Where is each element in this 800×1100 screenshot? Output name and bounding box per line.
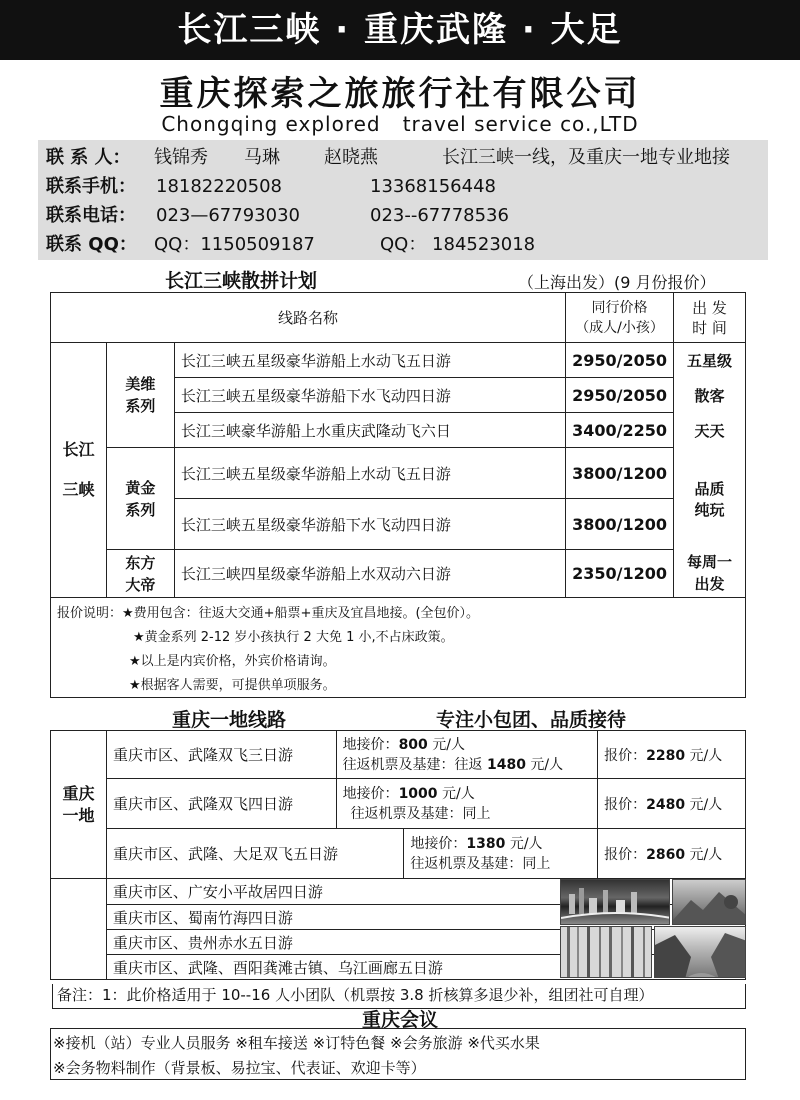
- quote-remarks: [50, 598, 746, 698]
- route-cost-detail: [336, 779, 598, 829]
- table-row: [51, 779, 746, 829]
- route-name: 长江三峡五星级豪华游船下水飞动四日游: [174, 499, 565, 550]
- remark-line: ★黄金系列 2-12 岁小孩执行 2 大免 1 小,不占床政策。: [133, 630, 454, 645]
- table-row: [51, 731, 746, 779]
- ground-price-value: 1000: [398, 785, 438, 802]
- departure-header: [674, 293, 746, 343]
- people-label: 联 系 人：: [46, 147, 131, 168]
- conference-line: ※接机（站）专业人员服务 ※租车接送 ※订特色餐 ※会务旅游 ※代买水果: [53, 1034, 540, 1052]
- yangtze-section-title: 长江三峡散拼计划: [165, 270, 318, 292]
- chongqing-section-title: 重庆一地线路: [172, 709, 287, 731]
- departure-note: 品质: [674, 448, 746, 499]
- phone-label: 联系电话：: [46, 205, 136, 226]
- departure-note: 五星级: [674, 343, 746, 378]
- departure-header-line1: 出 发: [692, 298, 727, 317]
- table-row: [51, 829, 746, 879]
- mobile-number: 13368156448: [370, 176, 496, 197]
- route-price: 2950/2050: [566, 378, 674, 413]
- ground-price-unit: 元/人: [437, 785, 475, 802]
- city-night-photo: [560, 879, 670, 925]
- region-line: 三峡: [62, 480, 95, 499]
- ground-price-unit: 元/人: [427, 736, 465, 753]
- quote-label: 报价：: [604, 747, 647, 764]
- mountain-graphic: [673, 880, 746, 925]
- phone-number: 023--67778536: [370, 205, 509, 226]
- route-name: 长江三峡四星级豪华游船上水双动六日游: [174, 550, 565, 598]
- route-name: 长江三峡五星级豪华游船上水动飞五日游: [174, 448, 565, 499]
- remark-line: 报价说明：★费用包含：往返大交通+船票+重庆及宜昌地接。(全包价）。: [57, 606, 480, 621]
- contact-person: 马琳: [244, 147, 280, 168]
- series-cell: [106, 448, 174, 550]
- contact-panel: [38, 140, 768, 260]
- phone-number: 023—67793030: [156, 205, 300, 226]
- route-name: 长江三峡五星级豪华游船下水飞动四日游: [174, 378, 565, 413]
- air-price-unit: 元/人: [525, 756, 564, 773]
- route-name: 长江三峡豪华游船上水重庆武隆动飞六日: [174, 413, 565, 448]
- mobile-label: 联系手机：: [46, 176, 136, 197]
- quote-unit: 元/人: [685, 796, 723, 813]
- remark-line: ★以上是内宾价格，外宾价格请询。: [129, 654, 336, 669]
- series-name: 黄金: [125, 478, 156, 497]
- ground-price-label: 地接价：: [342, 736, 399, 753]
- quote-value: 2480: [646, 796, 686, 813]
- region-line: 一地: [62, 805, 95, 825]
- route-header: 线路名称: [51, 293, 566, 343]
- series-cell: [106, 343, 174, 448]
- series-name: 东方: [125, 553, 156, 572]
- table-header-row: [51, 293, 746, 343]
- remark-line: ★根据客人需要，可提供单项服务。: [129, 678, 336, 693]
- bamboo-photo: [560, 926, 652, 978]
- route-cost-detail: [336, 731, 598, 779]
- air-price: [343, 755, 592, 775]
- quote-unit: 元/人: [685, 747, 723, 764]
- chongqing-slogan: 专注小包团、品质接待: [436, 709, 627, 731]
- region-cell: [51, 343, 107, 598]
- route-quote: [598, 829, 746, 879]
- company-name: 重庆探索之旅旅行社有限公司: [159, 74, 641, 114]
- price-header-line2: （成人/小孩）: [575, 319, 664, 336]
- departure-note: 纯玩: [674, 499, 746, 550]
- gorge-graphic: [655, 927, 746, 978]
- contact-person: 钱锦秀: [154, 147, 208, 168]
- table-row: [51, 550, 746, 598]
- extra-route-name: 重庆市区、贵州赤水五日游: [106, 930, 745, 955]
- region-continuation: [51, 879, 107, 980]
- chongqing-remark: 备注：1：此价格适用于 10--16 人小团队（机票按 3.8 折核算多退少补，组团社可自理）: [52, 984, 746, 1009]
- route-price: 3800/1200: [566, 448, 674, 499]
- ground-price-label: 地接价：: [342, 785, 399, 802]
- ground-price-value: 800: [398, 736, 428, 753]
- chongqing-price-table: [50, 730, 746, 879]
- conference-title: 重庆会议: [361, 1009, 438, 1031]
- region-line: 重庆: [62, 783, 95, 803]
- conference-services: [50, 1028, 746, 1080]
- ground-price: [343, 784, 592, 804]
- qq-number: QQ： 184523018: [380, 234, 536, 255]
- route-name: 长江三峡五星级豪华游船上水动飞五日游: [174, 343, 565, 378]
- ground-price-value: 1380: [466, 835, 506, 852]
- route-price: 2350/1200: [566, 550, 674, 598]
- region-cell: [51, 731, 107, 879]
- departure-header-line2: 时 间: [692, 318, 727, 337]
- quote-unit: 元/人: [685, 846, 723, 863]
- city-skyline-graphic: [561, 880, 670, 925]
- air-price-label: 往返机票及基建：同上: [410, 855, 551, 872]
- extra-route-name: 重庆市区、蜀南竹海四日游: [106, 905, 745, 930]
- ground-price: [410, 834, 591, 854]
- series-name: 美维: [125, 375, 156, 393]
- route-name: 重庆市区、武隆、大足双飞五日游: [106, 829, 403, 879]
- departure-note: 散客: [674, 378, 746, 413]
- table-row: [51, 343, 746, 378]
- departure-note: 天天: [674, 413, 746, 448]
- table-row: [51, 448, 746, 499]
- conference-line: ※会务物料制作（背景板、易拉宝、代表证、欢迎卡等）: [53, 1059, 426, 1077]
- departure-note-weekly: [674, 550, 746, 598]
- top-banner: 长江三峡 · 重庆武隆 · 大足: [0, 0, 800, 60]
- price-header: [566, 293, 674, 343]
- departure-note: 每周一: [687, 553, 733, 572]
- series-name: 系列: [125, 397, 156, 415]
- extra-route-name: 重庆市区、武隆、酉阳龚滩古镇、乌江画廊五日游: [106, 955, 745, 980]
- route-price: 3800/1200: [566, 499, 674, 550]
- price-header-line1: 同行价格: [591, 299, 648, 316]
- series-name: 系列: [125, 500, 156, 519]
- extra-route-name: 重庆市区、广安小平故居四日游: [106, 879, 745, 905]
- contact-person: 赵晓燕: [324, 147, 378, 168]
- departure-note: 出发: [694, 575, 725, 594]
- series-cell: [106, 550, 174, 598]
- route-quote: [598, 731, 746, 779]
- route-name: 重庆市区、武隆双飞四日游: [106, 779, 336, 829]
- river-gorge-photo: [654, 926, 746, 978]
- mountain-photo: [672, 879, 746, 925]
- bamboo-graphic: [561, 927, 652, 978]
- mobile-number: 18182220508: [156, 176, 282, 197]
- ground-price: [343, 735, 592, 755]
- quote-label: 报价：: [604, 846, 647, 863]
- air-price-value: 1480: [487, 756, 526, 773]
- ground-price-label: 地接价：: [410, 835, 467, 852]
- route-name: 重庆市区、武隆双飞三日游: [106, 731, 336, 779]
- air-price-label: 往返机票及基建：同上: [350, 805, 491, 822]
- air-price-label: 往返机票及基建：往返: [342, 756, 488, 773]
- route-quote: [598, 779, 746, 829]
- series-name: 大帝: [125, 575, 156, 594]
- route-cost-detail: [404, 829, 598, 879]
- quote-value: 2860: [646, 846, 686, 863]
- ground-price-unit: 元/人: [505, 835, 543, 852]
- route-price: 3400/2250: [566, 413, 674, 448]
- yangtze-price-table: [50, 292, 746, 598]
- quote-value: 2280: [646, 747, 686, 764]
- region-line: 长江: [62, 440, 95, 459]
- yangtze-subtitle: （上海出发）(9 月份报价）: [518, 273, 716, 292]
- route-price: 2950/2050: [566, 343, 674, 378]
- qq-number: QQ：1150509187: [154, 234, 315, 255]
- company-name-en: Chongqing explored travel service co.,LTD: [161, 112, 639, 136]
- business-scope: 长江三峡一线，及重庆一地专业地接: [442, 147, 730, 168]
- qq-label: 联系 QQ：: [46, 234, 137, 255]
- quote-label: 报价：: [604, 796, 647, 813]
